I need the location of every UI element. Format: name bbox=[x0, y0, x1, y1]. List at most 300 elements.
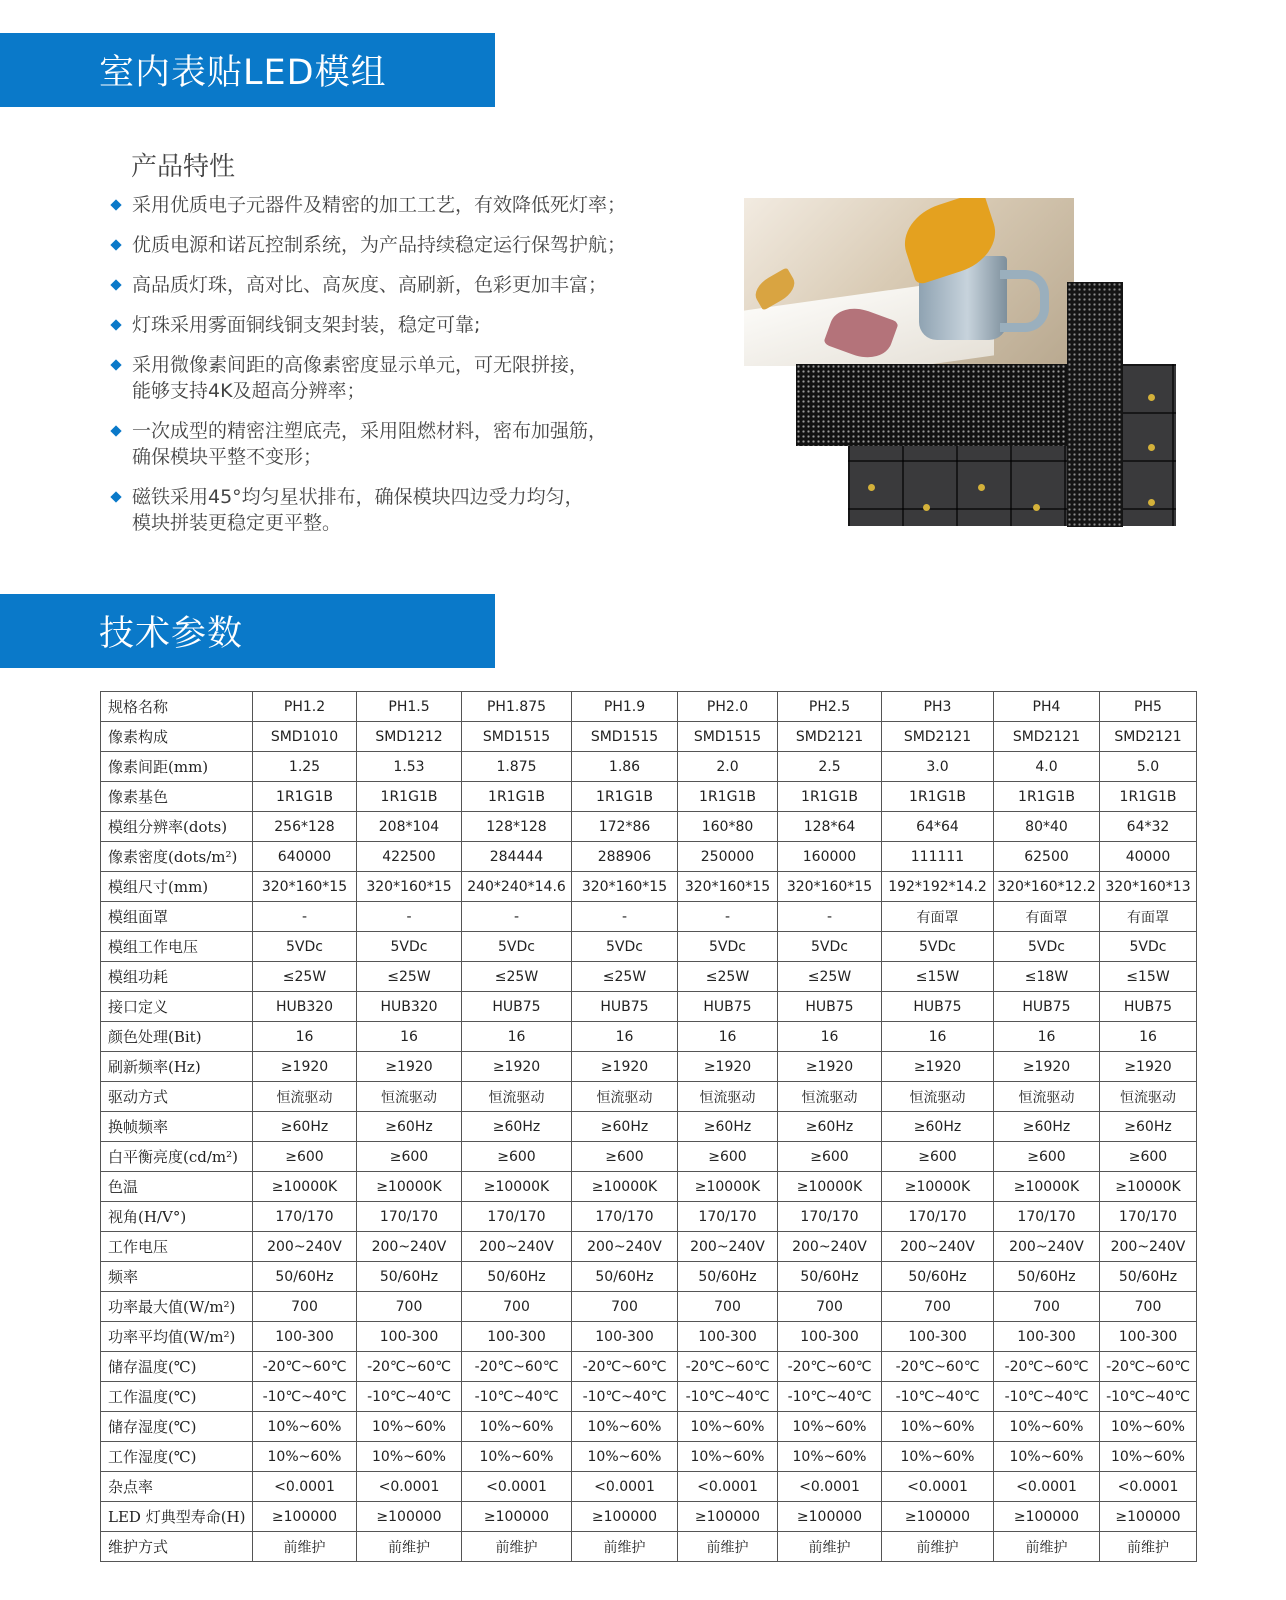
table-cell: -20℃~60℃ bbox=[572, 1352, 678, 1382]
feature-item bbox=[112, 232, 712, 258]
features-title: 产品特性 bbox=[131, 152, 236, 182]
product-photo bbox=[744, 198, 1074, 366]
table-cell: 200~240V bbox=[1100, 1232, 1197, 1262]
feature-item bbox=[112, 192, 712, 218]
table-cell: 111111 bbox=[882, 842, 994, 872]
table-row bbox=[101, 752, 1197, 782]
table-cell: 16 bbox=[572, 1022, 678, 1052]
table-cell: 16 bbox=[778, 1022, 882, 1052]
row-label: 规格名称 bbox=[101, 692, 253, 722]
table-row bbox=[101, 1112, 1197, 1142]
table-cell: 1R1G1B bbox=[678, 782, 778, 812]
table-cell: 5VDc bbox=[1100, 932, 1197, 962]
table-cell: 恒流驱动 bbox=[572, 1082, 678, 1112]
table-cell: - bbox=[462, 902, 572, 932]
table-cell: ≥600 bbox=[778, 1142, 882, 1172]
feature-text: 采用微像素间距的高像素密度显示单元，可无限拼接， bbox=[132, 354, 589, 376]
table-row bbox=[101, 782, 1197, 812]
table-cell: 50/60Hz bbox=[994, 1262, 1100, 1292]
table-cell: ≥60Hz bbox=[462, 1112, 572, 1142]
row-label: 模组分辨率(dots) bbox=[101, 812, 253, 842]
table-cell: SMD2121 bbox=[994, 722, 1100, 752]
diamond-bullet-icon bbox=[110, 491, 121, 502]
diamond-bullet-icon bbox=[110, 359, 121, 370]
table-cell: - bbox=[253, 902, 357, 932]
table-cell: ≥10000K bbox=[778, 1172, 882, 1202]
table-cell: HUB75 bbox=[572, 992, 678, 1022]
table-cell: PH1.875 bbox=[462, 692, 572, 722]
table-row bbox=[101, 1352, 1197, 1382]
table-cell: 5.0 bbox=[1100, 752, 1197, 782]
diamond-bullet-icon bbox=[110, 199, 121, 210]
table-cell: 64*64 bbox=[882, 812, 994, 842]
table-cell: 恒流驱动 bbox=[1100, 1082, 1197, 1112]
table-cell: 700 bbox=[357, 1292, 462, 1322]
table-cell: 前维护 bbox=[678, 1532, 778, 1562]
table-row bbox=[101, 1202, 1197, 1232]
table-row bbox=[101, 1232, 1197, 1262]
table-cell: ≥100000 bbox=[572, 1502, 678, 1532]
table-cell: <0.0001 bbox=[994, 1472, 1100, 1502]
table-cell: SMD2121 bbox=[1100, 722, 1197, 752]
feature-text: 磁铁采用45°均匀星状排布，确保模块四边受力均匀， bbox=[132, 486, 584, 508]
table-cell: HUB75 bbox=[882, 992, 994, 1022]
table-cell: ≥60Hz bbox=[357, 1112, 462, 1142]
table-cell: 10%~60% bbox=[882, 1412, 994, 1442]
table-cell: 10%~60% bbox=[572, 1412, 678, 1442]
table-cell: 64*32 bbox=[1100, 812, 1197, 842]
table-cell: ≥600 bbox=[572, 1142, 678, 1172]
table-cell: 5VDc bbox=[882, 932, 994, 962]
table-cell: -20℃~60℃ bbox=[994, 1352, 1100, 1382]
row-label: 杂点率 bbox=[101, 1472, 253, 1502]
table-cell: -20℃~60℃ bbox=[678, 1352, 778, 1382]
table-cell: -10℃~40℃ bbox=[462, 1382, 572, 1412]
table-cell: -20℃~60℃ bbox=[778, 1352, 882, 1382]
table-cell: 前维护 bbox=[1100, 1532, 1197, 1562]
table-cell: 320*160*15 bbox=[778, 872, 882, 902]
table-cell: ≤25W bbox=[678, 962, 778, 992]
table-cell: ≥100000 bbox=[994, 1502, 1100, 1532]
table-cell: 320*160*15 bbox=[572, 872, 678, 902]
table-row bbox=[101, 1262, 1197, 1292]
table-cell: ≥100000 bbox=[462, 1502, 572, 1532]
table-cell: 50/60Hz bbox=[357, 1262, 462, 1292]
table-cell: 160*80 bbox=[678, 812, 778, 842]
feature-text: 能够支持4K及超高分辨率； bbox=[132, 380, 366, 402]
table-cell: -10℃~40℃ bbox=[778, 1382, 882, 1412]
table-row bbox=[101, 722, 1197, 752]
table-cell: -10℃~40℃ bbox=[357, 1382, 462, 1412]
table-cell: 80*40 bbox=[994, 812, 1100, 842]
table-cell: ≥100000 bbox=[678, 1502, 778, 1532]
table-cell: PH1.2 bbox=[253, 692, 357, 722]
table-cell: 170/170 bbox=[778, 1202, 882, 1232]
row-label: 像素间距(mm) bbox=[101, 752, 253, 782]
table-cell: 200~240V bbox=[462, 1232, 572, 1262]
table-row bbox=[101, 992, 1197, 1022]
table-cell: -20℃~60℃ bbox=[253, 1352, 357, 1382]
table-cell: 40000 bbox=[1100, 842, 1197, 872]
table-cell: 50/60Hz bbox=[778, 1262, 882, 1292]
table-cell: ≥60Hz bbox=[678, 1112, 778, 1142]
table-cell: -10℃~40℃ bbox=[253, 1382, 357, 1412]
table-row bbox=[101, 872, 1197, 902]
table-cell: 10%~60% bbox=[253, 1442, 357, 1472]
table-cell: 5VDc bbox=[462, 932, 572, 962]
table-cell: 16 bbox=[1100, 1022, 1197, 1052]
row-label: LED 灯典型寿命(H) bbox=[101, 1502, 253, 1532]
feature-item bbox=[112, 484, 712, 536]
table-cell: 有面罩 bbox=[882, 902, 994, 932]
table-cell: -10℃~40℃ bbox=[994, 1382, 1100, 1412]
row-label: 模组尺寸(mm) bbox=[101, 872, 253, 902]
row-label: 像素构成 bbox=[101, 722, 253, 752]
table-cell: <0.0001 bbox=[1100, 1472, 1197, 1502]
row-label: 工作湿度(℃) bbox=[101, 1442, 253, 1472]
table-row bbox=[101, 902, 1197, 932]
table-cell: <0.0001 bbox=[357, 1472, 462, 1502]
table-cell: 320*160*15 bbox=[357, 872, 462, 902]
table-cell: ≥60Hz bbox=[778, 1112, 882, 1142]
table-cell: ≥600 bbox=[678, 1142, 778, 1172]
spec-table bbox=[100, 691, 1197, 1562]
feature-item bbox=[112, 312, 712, 338]
table-row bbox=[101, 692, 1197, 722]
table-cell: 100-300 bbox=[778, 1322, 882, 1352]
row-label: 工作电压 bbox=[101, 1232, 253, 1262]
table-cell: ≤25W bbox=[572, 962, 678, 992]
feature-item bbox=[112, 272, 712, 298]
row-label: 驱动方式 bbox=[101, 1082, 253, 1112]
table-row bbox=[101, 962, 1197, 992]
feature-item bbox=[112, 418, 712, 470]
table-cell: ≤25W bbox=[462, 962, 572, 992]
table-cell: HUB75 bbox=[778, 992, 882, 1022]
table-cell: 170/170 bbox=[357, 1202, 462, 1232]
table-cell: SMD1212 bbox=[357, 722, 462, 752]
row-label: 色温 bbox=[101, 1172, 253, 1202]
table-cell: ≥10000K bbox=[572, 1172, 678, 1202]
table-cell: 10%~60% bbox=[357, 1412, 462, 1442]
table-cell: 10%~60% bbox=[253, 1412, 357, 1442]
product-title-banner bbox=[0, 33, 495, 107]
table-cell: 700 bbox=[778, 1292, 882, 1322]
table-cell: 10%~60% bbox=[572, 1442, 678, 1472]
table-cell: ≥100000 bbox=[1100, 1502, 1197, 1532]
table-cell: PH2.0 bbox=[678, 692, 778, 722]
table-row bbox=[101, 1442, 1197, 1472]
table-row bbox=[101, 1382, 1197, 1412]
table-cell: ≥60Hz bbox=[1100, 1112, 1197, 1142]
row-label: 像素基色 bbox=[101, 782, 253, 812]
table-cell: SMD1515 bbox=[678, 722, 778, 752]
row-label: 视角(H/V°) bbox=[101, 1202, 253, 1232]
table-cell: 2.5 bbox=[778, 752, 882, 782]
table-cell: 256*128 bbox=[253, 812, 357, 842]
features-list bbox=[112, 192, 712, 550]
table-cell: 288906 bbox=[572, 842, 678, 872]
table-cell: 16 bbox=[462, 1022, 572, 1052]
table-cell: 700 bbox=[678, 1292, 778, 1322]
table-cell: 16 bbox=[994, 1022, 1100, 1052]
table-cell: 5VDc bbox=[572, 932, 678, 962]
table-row bbox=[101, 1022, 1197, 1052]
table-cell: ≥10000K bbox=[462, 1172, 572, 1202]
table-cell: 170/170 bbox=[678, 1202, 778, 1232]
table-cell: 100-300 bbox=[678, 1322, 778, 1352]
tech-title-banner bbox=[0, 594, 495, 668]
table-cell: 1R1G1B bbox=[253, 782, 357, 812]
table-cell: 170/170 bbox=[882, 1202, 994, 1232]
table-cell: 100-300 bbox=[253, 1322, 357, 1352]
table-cell: 10%~60% bbox=[678, 1412, 778, 1442]
table-cell: 200~240V bbox=[253, 1232, 357, 1262]
table-cell: 1R1G1B bbox=[462, 782, 572, 812]
table-cell: 10%~60% bbox=[1100, 1412, 1197, 1442]
table-cell: 128*64 bbox=[778, 812, 882, 842]
table-cell: ≥1920 bbox=[572, 1052, 678, 1082]
table-cell: 1R1G1B bbox=[882, 782, 994, 812]
table-cell: 700 bbox=[253, 1292, 357, 1322]
table-cell: PH1.5 bbox=[357, 692, 462, 722]
table-cell: ≥100000 bbox=[882, 1502, 994, 1532]
table-cell: 10%~60% bbox=[882, 1442, 994, 1472]
table-cell: 100-300 bbox=[1100, 1322, 1197, 1352]
table-cell: 10%~60% bbox=[994, 1442, 1100, 1472]
table-cell: -20℃~60℃ bbox=[882, 1352, 994, 1382]
table-cell: ≥10000K bbox=[882, 1172, 994, 1202]
table-cell: 200~240V bbox=[572, 1232, 678, 1262]
table-cell: ≥1920 bbox=[253, 1052, 357, 1082]
table-cell: 1.86 bbox=[572, 752, 678, 782]
table-row bbox=[101, 1082, 1197, 1112]
table-cell: 恒流驱动 bbox=[462, 1082, 572, 1112]
row-label: 换帧频率 bbox=[101, 1112, 253, 1142]
table-cell: 前维护 bbox=[572, 1532, 678, 1562]
feature-text: 确保模块平整不变形； bbox=[132, 446, 323, 468]
feature-text: 一次成型的精密注塑底壳，采用阻燃材料，密布加强筋， bbox=[132, 420, 608, 442]
table-cell: ≥600 bbox=[357, 1142, 462, 1172]
table-cell: 50/60Hz bbox=[882, 1262, 994, 1292]
table-cell: 50/60Hz bbox=[253, 1262, 357, 1292]
table-cell: 5VDc bbox=[994, 932, 1100, 962]
table-cell: HUB75 bbox=[462, 992, 572, 1022]
table-row bbox=[101, 932, 1197, 962]
table-cell: ≤25W bbox=[253, 962, 357, 992]
table-cell: 170/170 bbox=[994, 1202, 1100, 1232]
table-cell: ≥1920 bbox=[1100, 1052, 1197, 1082]
table-cell: 320*160*15 bbox=[253, 872, 357, 902]
table-cell: ≥10000K bbox=[678, 1172, 778, 1202]
table-cell: ≥600 bbox=[882, 1142, 994, 1172]
table-cell: 16 bbox=[357, 1022, 462, 1052]
table-cell: -10℃~40℃ bbox=[882, 1382, 994, 1412]
table-cell: ≥1920 bbox=[778, 1052, 882, 1082]
table-cell: 1R1G1B bbox=[572, 782, 678, 812]
table-cell: <0.0001 bbox=[882, 1472, 994, 1502]
feature-item bbox=[112, 352, 712, 404]
product-image bbox=[744, 198, 1186, 526]
table-cell: 160000 bbox=[778, 842, 882, 872]
table-cell: 恒流驱动 bbox=[778, 1082, 882, 1112]
table-cell: 5VDc bbox=[357, 932, 462, 962]
table-cell: 128*128 bbox=[462, 812, 572, 842]
table-cell: ≥1920 bbox=[994, 1052, 1100, 1082]
table-cell: -20℃~60℃ bbox=[1100, 1352, 1197, 1382]
table-cell: 1R1G1B bbox=[994, 782, 1100, 812]
diamond-bullet-icon bbox=[110, 239, 121, 250]
table-cell: SMD1010 bbox=[253, 722, 357, 752]
table-cell: 恒流驱动 bbox=[994, 1082, 1100, 1112]
table-cell: ≥100000 bbox=[357, 1502, 462, 1532]
table-cell: ≤18W bbox=[994, 962, 1100, 992]
table-cell: 10%~60% bbox=[778, 1412, 882, 1442]
table-cell: 5VDc bbox=[253, 932, 357, 962]
diamond-bullet-icon bbox=[110, 279, 121, 290]
table-cell: 恒流驱动 bbox=[253, 1082, 357, 1112]
table-cell: SMD1515 bbox=[462, 722, 572, 752]
row-label: 维护方式 bbox=[101, 1532, 253, 1562]
row-label: 工作温度(℃) bbox=[101, 1382, 253, 1412]
table-cell: ≥10000K bbox=[357, 1172, 462, 1202]
table-row bbox=[101, 1532, 1197, 1562]
table-cell: -20℃~60℃ bbox=[357, 1352, 462, 1382]
table-cell: 422500 bbox=[357, 842, 462, 872]
table-cell: 320*160*15 bbox=[678, 872, 778, 902]
diamond-bullet-icon bbox=[110, 319, 121, 330]
feature-text: 优质电源和诺瓦控制系统，为产品持续稳定运行保驾护航； bbox=[132, 234, 627, 256]
table-row bbox=[101, 1172, 1197, 1202]
table-cell: 1.53 bbox=[357, 752, 462, 782]
table-cell: 前维护 bbox=[357, 1532, 462, 1562]
row-label: 颜色处理(Bit) bbox=[101, 1022, 253, 1052]
table-cell: ≥60Hz bbox=[882, 1112, 994, 1142]
table-cell: PH4 bbox=[994, 692, 1100, 722]
feature-text: 灯珠采用雾面铜线铜支架封装，稳定可靠; bbox=[132, 314, 481, 336]
product-title: 室内表贴LED模组 bbox=[99, 53, 387, 93]
table-cell: 284444 bbox=[462, 842, 572, 872]
table-row bbox=[101, 1502, 1197, 1532]
table-cell: 200~240V bbox=[778, 1232, 882, 1262]
table-cell: 10%~60% bbox=[357, 1442, 462, 1472]
table-cell: 1R1G1B bbox=[357, 782, 462, 812]
table-cell: 有面罩 bbox=[994, 902, 1100, 932]
table-cell: 100-300 bbox=[882, 1322, 994, 1352]
table-cell: 3.0 bbox=[882, 752, 994, 782]
table-cell: 50/60Hz bbox=[462, 1262, 572, 1292]
table-row bbox=[101, 812, 1197, 842]
table-cell: 恒流驱动 bbox=[882, 1082, 994, 1112]
table-row bbox=[101, 1322, 1197, 1352]
table-cell: ≥600 bbox=[253, 1142, 357, 1172]
table-row bbox=[101, 1292, 1197, 1322]
table-cell: 200~240V bbox=[357, 1232, 462, 1262]
table-cell: 1R1G1B bbox=[1100, 782, 1197, 812]
table-row bbox=[101, 1052, 1197, 1082]
table-cell: 50/60Hz bbox=[572, 1262, 678, 1292]
table-cell: <0.0001 bbox=[572, 1472, 678, 1502]
table-cell: 170/170 bbox=[572, 1202, 678, 1232]
table-cell: 前维护 bbox=[462, 1532, 572, 1562]
table-row bbox=[101, 1142, 1197, 1172]
table-cell: 200~240V bbox=[994, 1232, 1100, 1262]
table-cell: HUB320 bbox=[253, 992, 357, 1022]
table-cell: ≤25W bbox=[778, 962, 882, 992]
feature-text: 高品质灯珠，高对比、高灰度、高刷新，色彩更加丰富； bbox=[132, 274, 608, 296]
table-cell: HUB75 bbox=[994, 992, 1100, 1022]
table-cell: 10%~60% bbox=[1100, 1442, 1197, 1472]
table-cell: 前维护 bbox=[778, 1532, 882, 1562]
table-cell: 700 bbox=[994, 1292, 1100, 1322]
table-cell: 50/60Hz bbox=[678, 1262, 778, 1292]
table-cell: <0.0001 bbox=[678, 1472, 778, 1502]
table-cell: PH5 bbox=[1100, 692, 1197, 722]
table-cell: ≤15W bbox=[1100, 962, 1197, 992]
table-cell: 有面罩 bbox=[1100, 902, 1197, 932]
row-label: 接口定义 bbox=[101, 992, 253, 1022]
table-cell: -10℃~40℃ bbox=[1100, 1382, 1197, 1412]
row-label: 白平衡亮度(cd/m²) bbox=[101, 1142, 253, 1172]
table-cell: <0.0001 bbox=[253, 1472, 357, 1502]
table-cell: 前维护 bbox=[994, 1532, 1100, 1562]
table-cell: ≥1920 bbox=[462, 1052, 572, 1082]
table-row bbox=[101, 1472, 1197, 1502]
table-cell: SMD2121 bbox=[778, 722, 882, 752]
feature-text: 采用优质电子元器件及精密的加工工艺，有效降低死灯率； bbox=[132, 194, 627, 216]
table-cell: 16 bbox=[253, 1022, 357, 1052]
table-cell: ≥600 bbox=[1100, 1142, 1197, 1172]
table-cell: 16 bbox=[678, 1022, 778, 1052]
table-cell: 前维护 bbox=[882, 1532, 994, 1562]
table-cell: SMD1515 bbox=[572, 722, 678, 752]
table-cell: 4.0 bbox=[994, 752, 1100, 782]
table-cell: ≥100000 bbox=[253, 1502, 357, 1532]
feature-text: 模块拼装更稳定更平整。 bbox=[132, 512, 342, 534]
table-cell: 170/170 bbox=[462, 1202, 572, 1232]
table-cell: 170/170 bbox=[1100, 1202, 1197, 1232]
table-cell: PH3 bbox=[882, 692, 994, 722]
table-cell: 恒流驱动 bbox=[357, 1082, 462, 1112]
table-cell: 200~240V bbox=[882, 1232, 994, 1262]
table-cell: PH2.5 bbox=[778, 692, 882, 722]
table-cell: ≥1920 bbox=[882, 1052, 994, 1082]
table-cell: 100-300 bbox=[994, 1322, 1100, 1352]
table-cell: 208*104 bbox=[357, 812, 462, 842]
table-row bbox=[101, 842, 1197, 872]
table-cell: ≥1920 bbox=[357, 1052, 462, 1082]
table-cell: 50/60Hz bbox=[1100, 1262, 1197, 1292]
table-cell: 700 bbox=[462, 1292, 572, 1322]
table-cell: -10℃~40℃ bbox=[678, 1382, 778, 1412]
table-cell: 恒流驱动 bbox=[678, 1082, 778, 1112]
table-cell: 5VDc bbox=[678, 932, 778, 962]
table-cell: ≥60Hz bbox=[994, 1112, 1100, 1142]
row-label: 模组功耗 bbox=[101, 962, 253, 992]
table-cell: 700 bbox=[882, 1292, 994, 1322]
table-cell: HUB75 bbox=[678, 992, 778, 1022]
table-cell: 192*192*14.2 bbox=[882, 872, 994, 902]
table-cell: ≥60Hz bbox=[572, 1112, 678, 1142]
table-cell: ≤15W bbox=[882, 962, 994, 992]
table-cell: -10℃~40℃ bbox=[572, 1382, 678, 1412]
table-cell: 2.0 bbox=[678, 752, 778, 782]
table-cell: 10%~60% bbox=[778, 1442, 882, 1472]
table-cell: 10%~60% bbox=[678, 1442, 778, 1472]
table-cell: PH1.9 bbox=[572, 692, 678, 722]
table-cell: ≤25W bbox=[357, 962, 462, 992]
table-cell: 640000 bbox=[253, 842, 357, 872]
